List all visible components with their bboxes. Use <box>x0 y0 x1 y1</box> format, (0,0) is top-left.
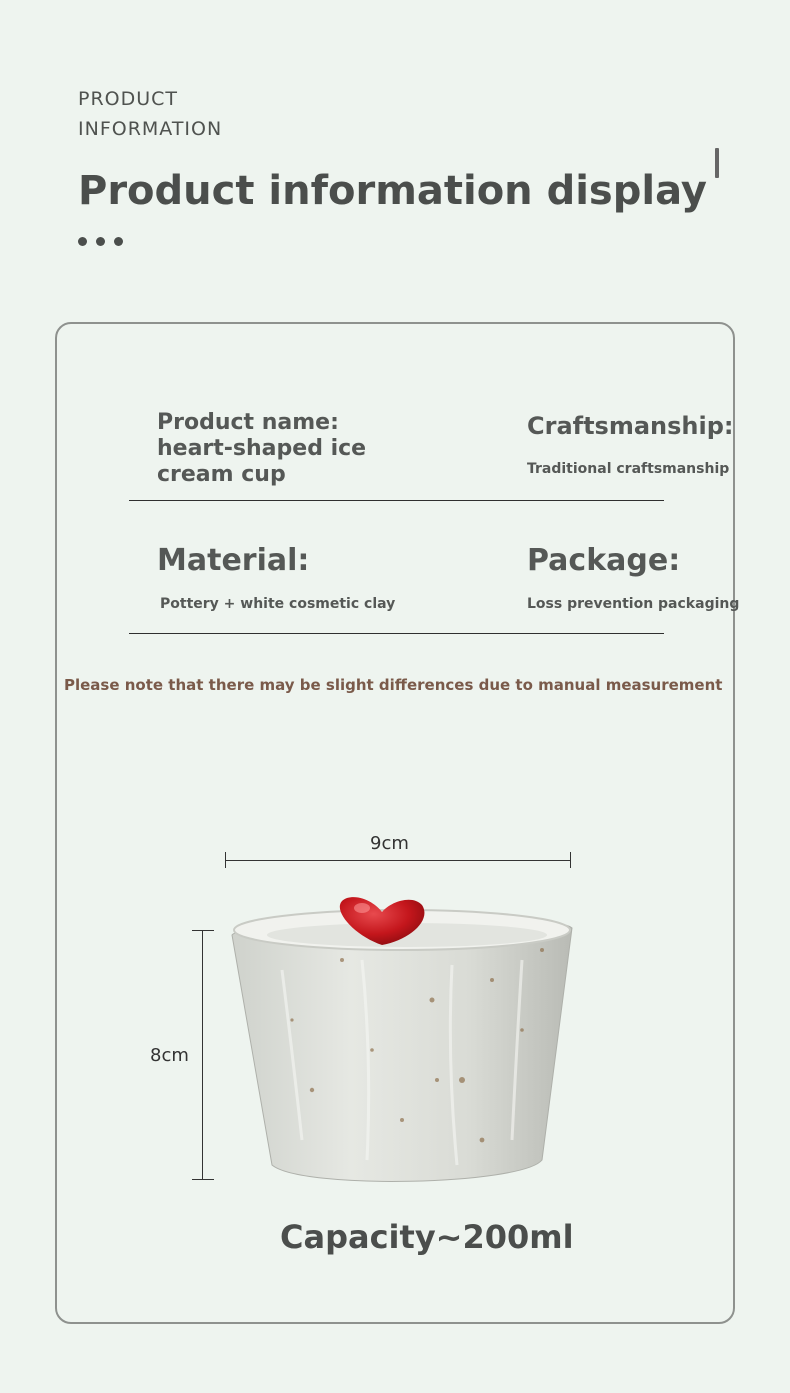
height-label: 8cm <box>150 1045 189 1066</box>
page-title: Product information display <box>78 168 707 214</box>
dot <box>96 237 105 246</box>
package-label: Package: <box>527 543 681 578</box>
material-label: Material: <box>157 543 310 578</box>
package-value: Loss prevention packaging <box>527 596 740 612</box>
width-dimension-line <box>225 852 571 868</box>
dot <box>78 237 87 246</box>
decorative-dots <box>78 237 123 246</box>
craftsmanship-label: Craftsmanship: <box>527 412 734 440</box>
product-name <box>157 410 366 488</box>
eyebrow-line-1: PRODUCT <box>78 88 179 110</box>
product-name-value-2: cream cup <box>157 462 286 487</box>
width-label: 9cm <box>370 833 409 854</box>
material-value: Pottery + white cosmetic clay <box>160 596 396 612</box>
product-name-value-1: heart-shaped ice <box>157 436 367 461</box>
height-dimension-line <box>192 930 214 1180</box>
craftsmanship-value: Traditional craftsmanship <box>527 461 730 477</box>
dot <box>114 237 123 246</box>
product-name-label: Product name: <box>157 410 339 435</box>
decorative-bar <box>715 148 719 178</box>
divider <box>129 633 664 634</box>
measurement-note: Please note that there may be slight differences due to manual measurement <box>64 676 723 694</box>
eyebrow-line-2: INFORMATION <box>78 118 223 140</box>
capacity-label: Capacity~200ml <box>280 1218 574 1256</box>
eyebrow <box>78 84 222 144</box>
ice-cream-cup-image <box>222 880 582 1200</box>
divider <box>129 500 664 501</box>
